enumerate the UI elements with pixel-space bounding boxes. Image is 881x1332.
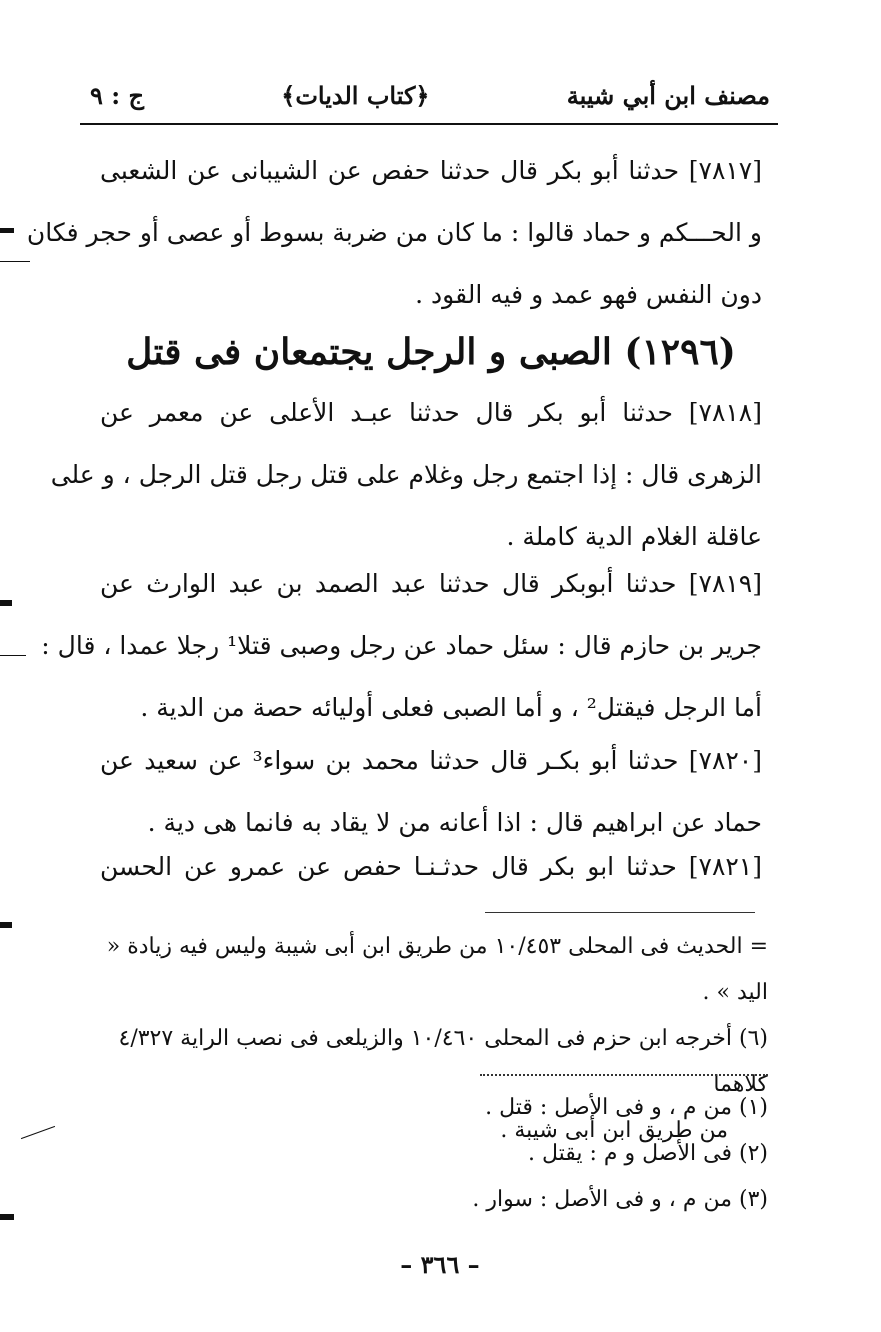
footnote-line: (٦) أخرجه ابن حزم فى المحلى ١٠/٤٦٠ والزيلعى فى نصب الراية ٤/٣٢٧ كلاهما xyxy=(118,1026,768,1097)
text-line: دون النفس فهو عمد و فيه القود . xyxy=(415,280,762,309)
header-rule xyxy=(80,123,778,125)
page-number: – ٣٦٦ – xyxy=(400,1250,480,1279)
text-line: [٧٨١٨] حدثنا أبو بكر قال حدثنا عبـد الأعلى عن معمر عن xyxy=(100,398,762,427)
hadith-7821 xyxy=(100,836,762,898)
text-line: حماد عن ابراهيم قال : اذا أعانه من لا يقاد به فانما هى دية . xyxy=(147,808,762,837)
margin-mark xyxy=(0,1214,14,1220)
text-line: [٧٨٢١] حدثنا ابو بكر قال حدثـنـا حفص عن عمرو عن الحسن xyxy=(100,852,762,881)
footnote-line: من طريق ابن أبى شيبة . xyxy=(500,1118,728,1143)
footnote-line: (٣) من م ، و فى الأصل : سوار . xyxy=(472,1187,768,1212)
hadith-7817 xyxy=(26,140,762,326)
footnote-line: (٢) فى الأصل و م : يقتل . xyxy=(527,1141,768,1166)
text-line: و الحـــكم و حماد قالوا : ما كان من ضربة بسوط أو عصى أو حجر فكان xyxy=(26,218,762,247)
text-line: جرير بن حازم قال : سئل حماد عن رجل وصبى قتلا¹ رجلا عمدا ، قال : xyxy=(41,631,762,660)
margin-mark xyxy=(21,1126,55,1139)
margin-mark xyxy=(0,261,30,262)
hadith-7818 xyxy=(50,382,762,568)
running-header xyxy=(90,75,770,115)
footnotes-current xyxy=(100,1085,768,1223)
footnote-rule xyxy=(485,912,755,913)
margin-mark xyxy=(0,600,12,606)
footnote-divider xyxy=(480,1074,768,1076)
margin-mark xyxy=(0,922,12,928)
text-line: [٧٨١٧] حدثنا أبو بكر قال حدثنا حفص عن الشيبانى عن الشعبى xyxy=(100,156,762,185)
chapter-title: ﴿كتاب الديات﴾ xyxy=(281,80,430,110)
text-line: [٧٨٢٠] حدثنا أبو بكـر قال حدثنا محمد بن سواء³ عن سعيد عن xyxy=(100,746,762,775)
text-line: [٧٨١٩] حدثنا أبوبكر قال حدثنا عبد الصمد بن عبد الوارث عن xyxy=(100,569,762,598)
section-heading: (١٢٩٦) الصبى و الرجل يجتمعان فى قتل xyxy=(126,331,736,373)
margin-mark xyxy=(0,228,14,233)
hadith-7819 xyxy=(41,553,762,739)
text-line: عاقلة الغلام الدية كاملة . xyxy=(506,522,762,551)
footnote-line: = الحديث فى المحلى ١٠/٤٥٣ من طريق ابن أبى شيبة وليس فيه زيادة « اليد » . xyxy=(106,934,768,1005)
footnote-line: (١) من م ، و فى الأصل : قتل . xyxy=(485,1095,768,1120)
margin-mark xyxy=(0,655,26,656)
book-title: مصنف ابن أبي شيبة xyxy=(566,80,770,110)
volume-number: ج : ٩ xyxy=(90,80,144,110)
text-line: الزهرى قال : إذا اجتمع رجل وغلام على قتل رجل قتل الرجل ، و على xyxy=(50,460,762,489)
text-line: أما الرجل فيقتل² ، و أما الصبى فعلى أوليائه حصة من الدية . xyxy=(140,693,762,722)
